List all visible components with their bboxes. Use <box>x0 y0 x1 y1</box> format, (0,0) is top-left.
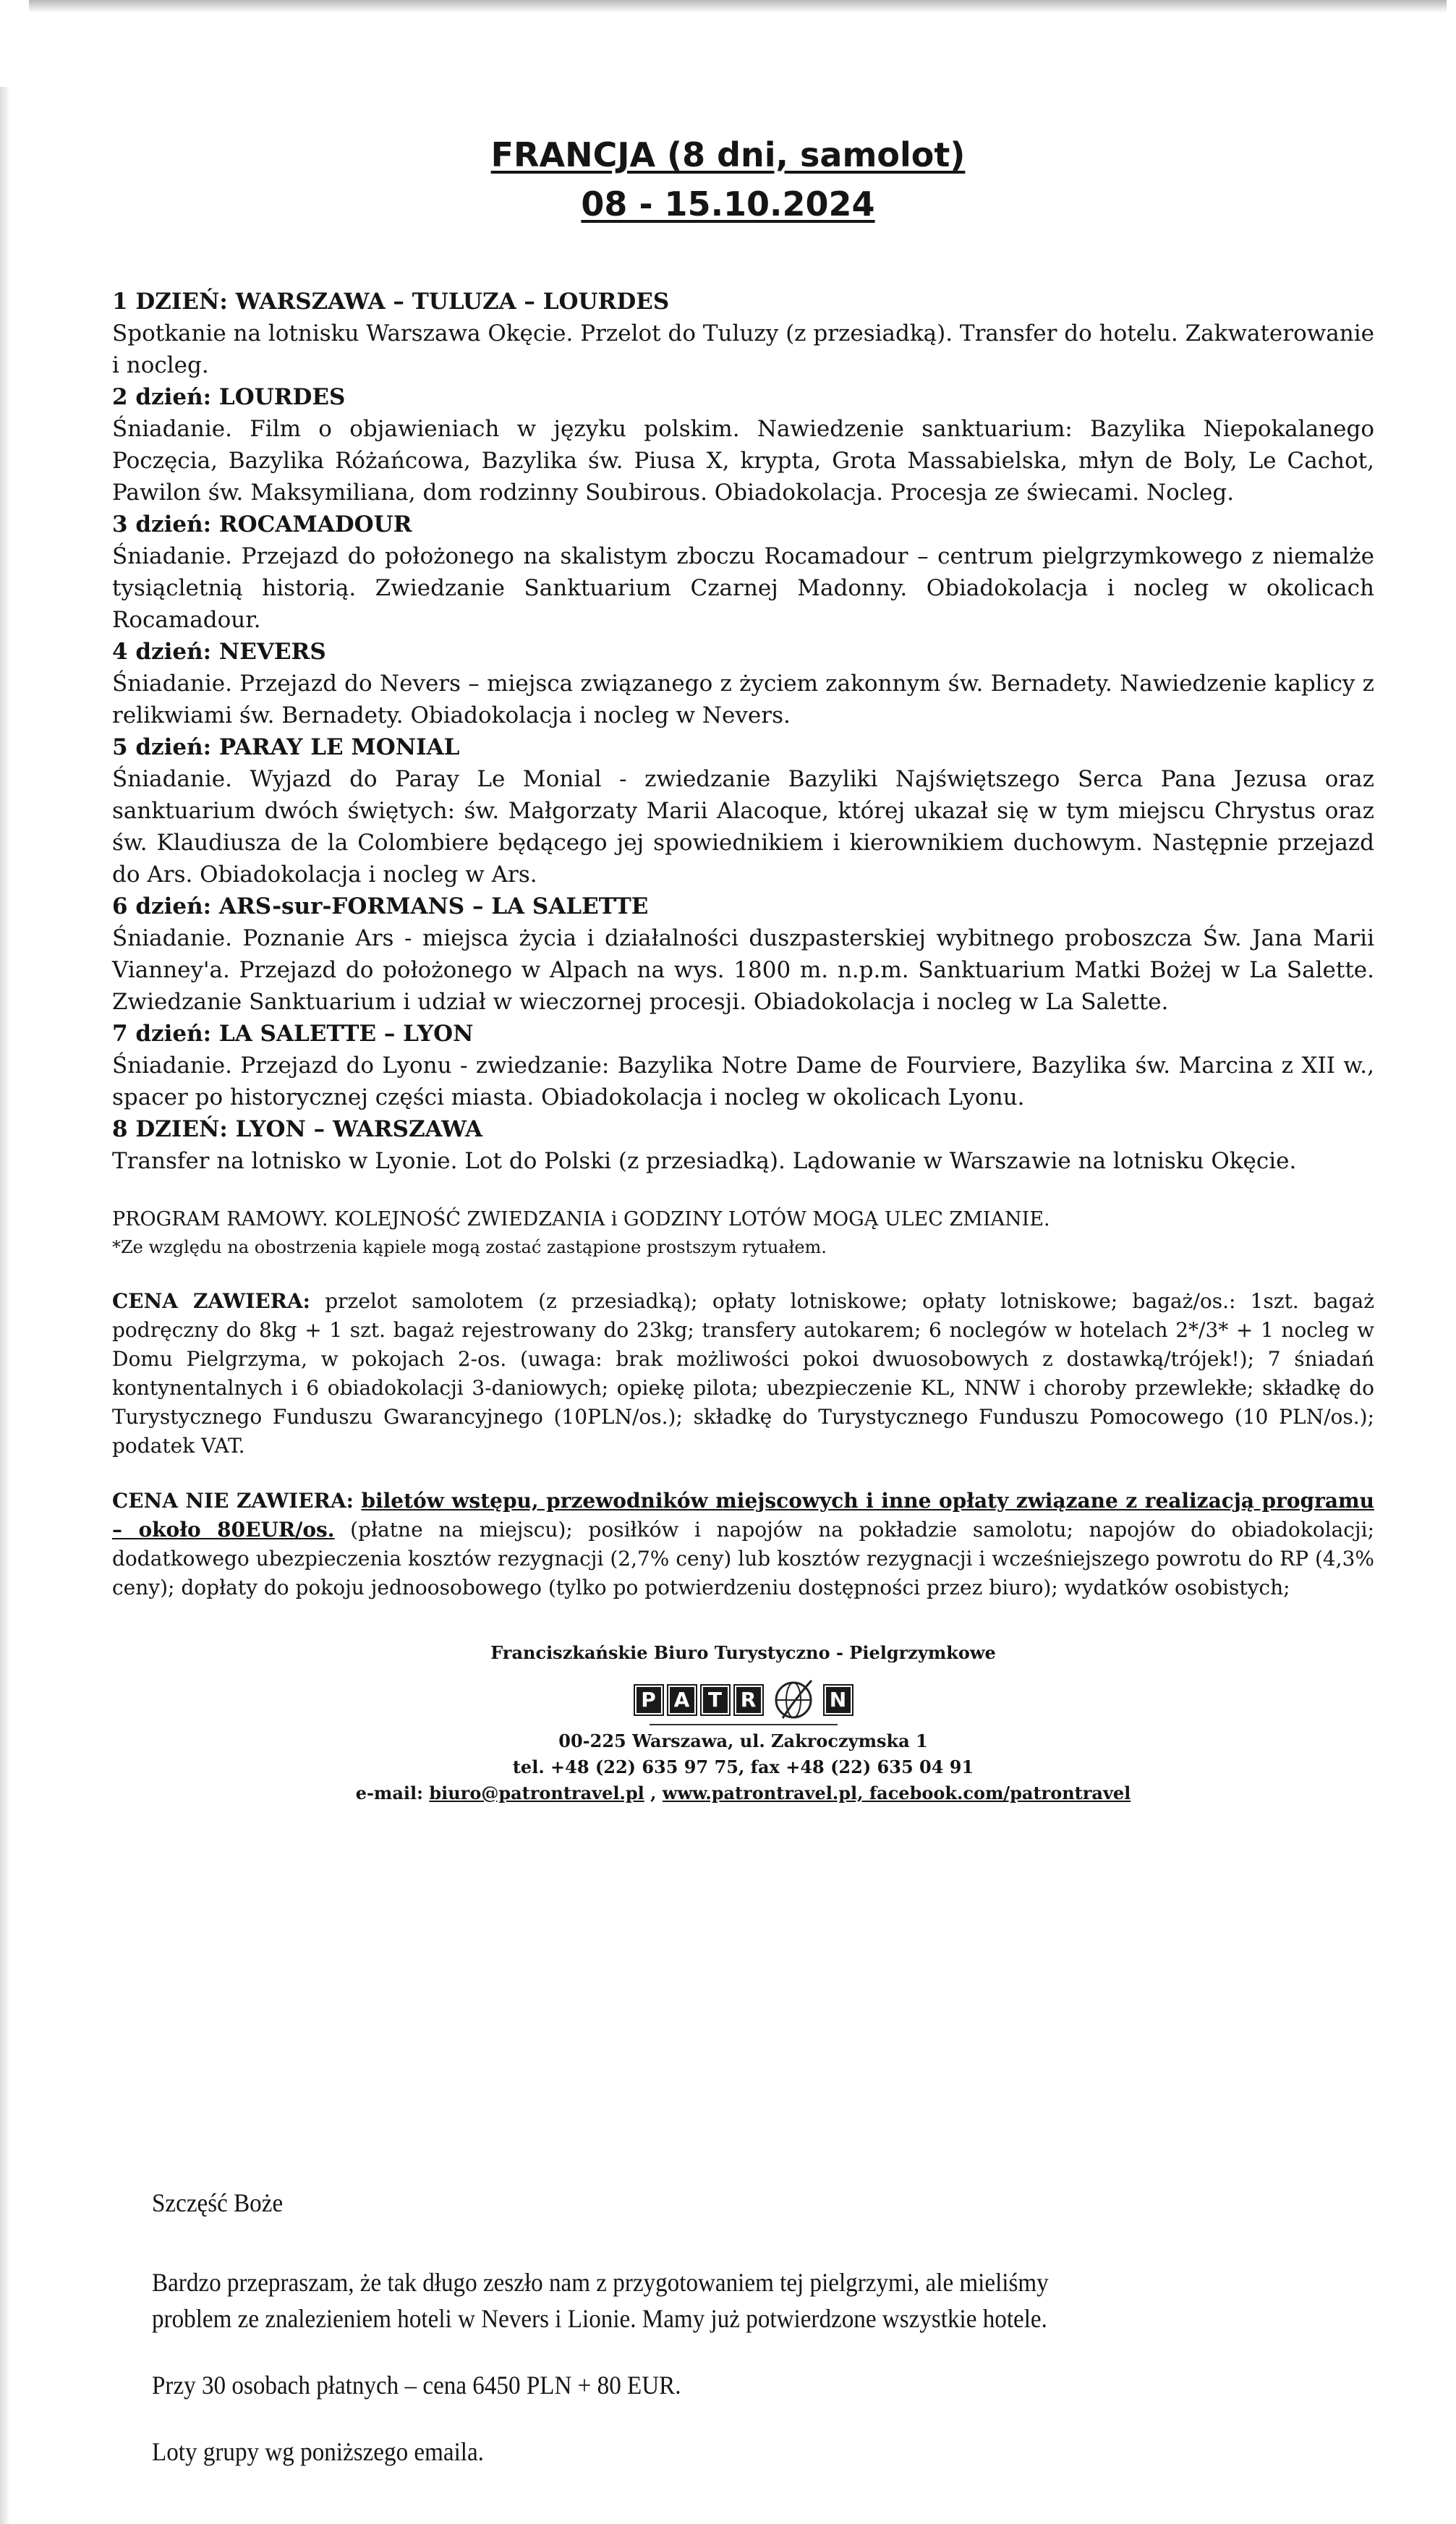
day-title: 4 dzień: NEVERS <box>112 639 326 665</box>
email-link[interactable]: biuro@patrontravel.pl <box>429 1782 644 1803</box>
price-includes-text: przelot samolotem (z przesiadką); opłaty lotniskowe; opłaty lotniskowe; bagaż/os.: 1szt. bagaż podręczny do 8kg + 1 szt. bagaż rejestrowany do 23kg; transfery autokarem; 6 noclegów w hotelach 2*/3* + 1 nocleg w Domu Pielgrzyma, w pokojach 2-os. (uwaga: brak możliwości pokoi dwuosobowych z dostawką/trójek!); 7 śniadań kontynentalnych i 6 obiadokolacji 3-daniowych; opiekę pilota; ubezpieczenie KL, NNW i choroby przewlekłe; składkę do Turystycznego Funduszu Gwarancyjnego (10PLN/os.); składkę do Turystycznego Funduszu Pomocowego (10 PLN/os.); podatek VAT. <box>112 1289 1374 1458</box>
day-description: Śniadanie. Przejazd do Lyonu - zwiedzanie: Bazylika Notre Dame de Fourviere, Bazylika św. Marcina z XII w., spacer po historycznej części miasta. Obiadokolacja i nocleg w okolicach Lyonu. <box>112 1053 1374 1110</box>
day-7 <box>112 1018 1374 1113</box>
day-5 <box>112 731 1374 891</box>
day-6 <box>112 891 1374 1018</box>
company-name: Franciszkańskie Biuro Turystyczno - Pielgrzymkowe <box>490 1642 996 1663</box>
title-line-1: FRANCJA (8 dni, samolot) <box>490 135 966 174</box>
cover-letter <box>152 2185 1283 2470</box>
day-title: 8 DZIEŃ: LYON – WARSZAWA <box>112 1116 482 1142</box>
globe-icon <box>768 1675 819 1725</box>
apology-line-2: problem ze znalezieniem hoteli w Nevers i Lionie. Mamy już potwierdzone wszystkie hotele. <box>152 2304 1047 2333</box>
greeting: Szczęść Boże <box>152 2188 284 2217</box>
price-includes-label: CENA ZAWIERA: <box>112 1289 311 1313</box>
price-excludes-text: (płatne na miejscu); posiłków i napojów na pokładzie samolotu; napojów do obiadokolacji; dodatkowego ubezpieczenia kosztów rezygnacji (2,7% ceny) lub kosztów rezygnacji i wcześniejszego powrotu do RP (4,3% ceny); dopłaty do pokoju jednoosobowego (tylko po potwierdzeniu dostępności przez biuro); wydatków osobistych; <box>112 1518 1374 1599</box>
day-title: 1 DZIEŃ: WARSZAWA – TULUZA – LOURDES <box>112 289 670 315</box>
document-title <box>0 130 1456 229</box>
day-description: Śniadanie. Film o objawieniach w języku polskim. Nawiedzenie sanktuarium: Bazylika Niepokalanego Poczęcia, Bazylika Różańcowa, Bazylika św. Piusa X, krypta, Grota Massabielska, młyn de Boly, Le Cachot, Pawilon św. Maksymiliana, dom rodzinny Soubirous. Obiadokolacja. Procesja ze świecami. Nocleg. <box>112 416 1374 506</box>
day-8 <box>112 1113 1374 1177</box>
day-title: 6 dzień: ARS-sur-FORMANS – LA SALETTE <box>112 893 649 919</box>
program-notes <box>112 1206 1374 1261</box>
scan-edge-left <box>0 87 10 2524</box>
day-description: Transfer na lotnisko w Lyonie. Lot do Polski (z przesiadką). Lądowanie w Warszawie na lotnisku Okęcie. <box>112 1148 1297 1174</box>
logo-letter: T <box>700 1684 731 1716</box>
program-note: PROGRAM RAMOWY. KOLEJNOŚĆ ZWIEDZANIA i GODZINY LOTÓW MOGĄ ULEC ZMIANIE. <box>112 1208 1050 1231</box>
itinerary <box>112 286 1374 1806</box>
apology-line-1: Bardzo przepraszam, że tak długo zeszło nam z przygotowaniem tej pielgrzymi, ale mieliśmy <box>152 2268 1049 2297</box>
day-title: 5 dzień: PARAY LE MONIAL <box>112 734 460 760</box>
day-1 <box>112 286 1374 381</box>
day-description: Śniadanie. Poznanie Ars - miejsca życia i działalności duszpasterskiej wybitnego proboszcza Św. Jana Marii Vianney'a. Przejazd do położonego w Alpach na wys. 1800 m. n.p.m. Sanktuarium Matki Bożej w La Salette. Zwiedzanie Sanktuarium i udział w wieczornej procesji. Obiadokolacja i nocleg w La Salette. <box>112 925 1374 1015</box>
day-3 <box>112 509 1374 636</box>
price-excludes-highlight: biletów wstępu, przewodników miejscowych i inne opłaty związane z realizacją programu – około 80EUR/os. <box>112 1489 1374 1542</box>
logo-letter: A <box>667 1684 697 1716</box>
day-title: 7 dzień: LA SALETTE – LYON <box>112 1021 474 1047</box>
day-description: Spotkanie na lotnisku Warszawa Okęcie. Przelot do Tuluzy (z przesiadką). Transfer do hotelu. Zakwaterowanie i nocleg. <box>112 320 1374 378</box>
day-2 <box>112 381 1374 509</box>
day-description: Śniadanie. Wyjazd do Paray Le Monial - zwiedzanie Bazyliki Najświętszego Serca Pana Jezusa oraz sanktuarium dwóch świętych: św. Małgorzaty Marii Alacoque, której ukazał się w tym miejscu Chrystus oraz św. Klaudiusza de la Colombiere będącego jej spowiednikiem i kierownikiem duchowym. Następnie przejazd do Ars. Obiadokolacja i nocleg w Ars. <box>112 766 1374 888</box>
address: 00-225 Warszawa, ul. Zakroczymska 1 <box>558 1730 928 1751</box>
price-includes <box>112 1287 1374 1461</box>
price-excludes-colon: : <box>346 1489 362 1513</box>
price-line: Przy 30 osobach płatnych – cena 6450 PLN + 80 EUR. <box>152 2371 681 2400</box>
email-line <box>112 1780 1374 1806</box>
email-label: e-mail: <box>355 1782 430 1803</box>
logo-letter: P <box>634 1684 664 1716</box>
day-description: Śniadanie. Przejazd do położonego na skalistym zboczu Rocamadour – centrum pielgrzymkowego z niemalże tysiącletnią historią. Zwiedzanie Sanktuarium Czarnej Madonny. Obiadokolacja i nocleg w okolicach Rocamadour. <box>112 543 1374 633</box>
day-title: 3 dzień: ROCAMADOUR <box>112 511 412 537</box>
day-title: 2 dzień: LOURDES <box>112 384 346 410</box>
title-line-2: 08 - 15.10.2024 <box>581 184 875 224</box>
price-excludes <box>112 1487 1374 1602</box>
logo-letter: N <box>823 1684 853 1716</box>
day-4 <box>112 636 1374 731</box>
patron-logo <box>634 1682 853 1718</box>
phone-fax: tel. +48 (22) 635 97 75, fax +48 (22) 635 04 91 <box>512 1756 974 1777</box>
link-separator: , <box>644 1782 663 1803</box>
bath-note: *Ze względu na obostrzenia kąpiele mogą zostać zastąpione prostszym rytuałem. <box>112 1237 827 1257</box>
website-links[interactable]: www.patrontravel.pl, facebook.com/patrontravel <box>662 1782 1131 1803</box>
logo-letter: R <box>733 1684 764 1716</box>
day-description: Śniadanie. Przejazd do Nevers – miejsca związanego z życiem zakonnym św. Bernadety. Nawiedzenie kaplicy z relikwiami św. Bernadety. Obiadokolacja i nocleg w Nevers. <box>112 671 1374 728</box>
scan-edge-top <box>29 0 1447 13</box>
contact-block <box>112 1640 1374 1806</box>
flights-line: Loty grupy wg poniższego emaila. <box>152 2437 484 2466</box>
price-excludes-label: CENA NIE ZAWIERA <box>112 1489 346 1513</box>
